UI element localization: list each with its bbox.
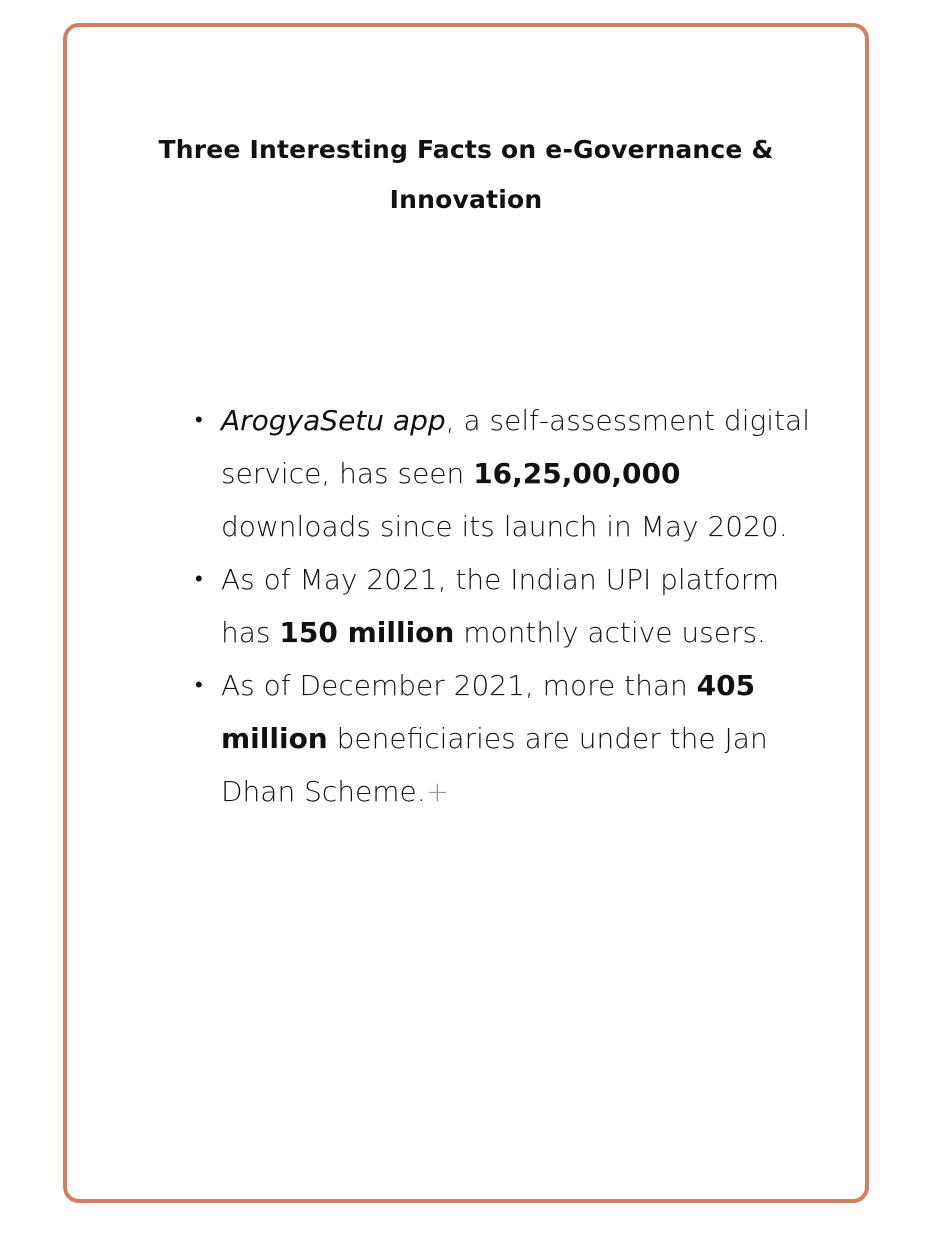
bullet-icon: • (195, 673, 203, 698)
plus-icon: + (425, 775, 450, 808)
fact-card (63, 23, 869, 1203)
list-item (195, 553, 821, 659)
facts-list (195, 394, 821, 818)
list-item (195, 659, 821, 818)
fact-figure: 150 million (279, 616, 455, 649)
fact-text: As of May 2021, the Indian UPI platform has (221, 563, 780, 649)
card-title: Three Interesting Facts on e-Governance & Innovation (158, 135, 774, 214)
list-item (195, 394, 821, 553)
bullet-icon: • (195, 567, 203, 592)
app-name: ArogyaSetu app (221, 404, 446, 437)
fact-text: monthly active users. (454, 616, 766, 649)
fact-text: beneficiaries are under the Jan Dhan Scheme. (221, 722, 768, 808)
fact-figure: 405 million (221, 669, 756, 755)
fact-figure: 16,25,00,000 (473, 457, 681, 490)
fact-text: downloads since its launch in May 2020. (221, 510, 788, 543)
fact-text: , a self-assessment digital service, has seen (221, 404, 810, 490)
bullet-icon: • (195, 408, 203, 433)
fact-text: As of December 2021, more than (221, 669, 697, 702)
